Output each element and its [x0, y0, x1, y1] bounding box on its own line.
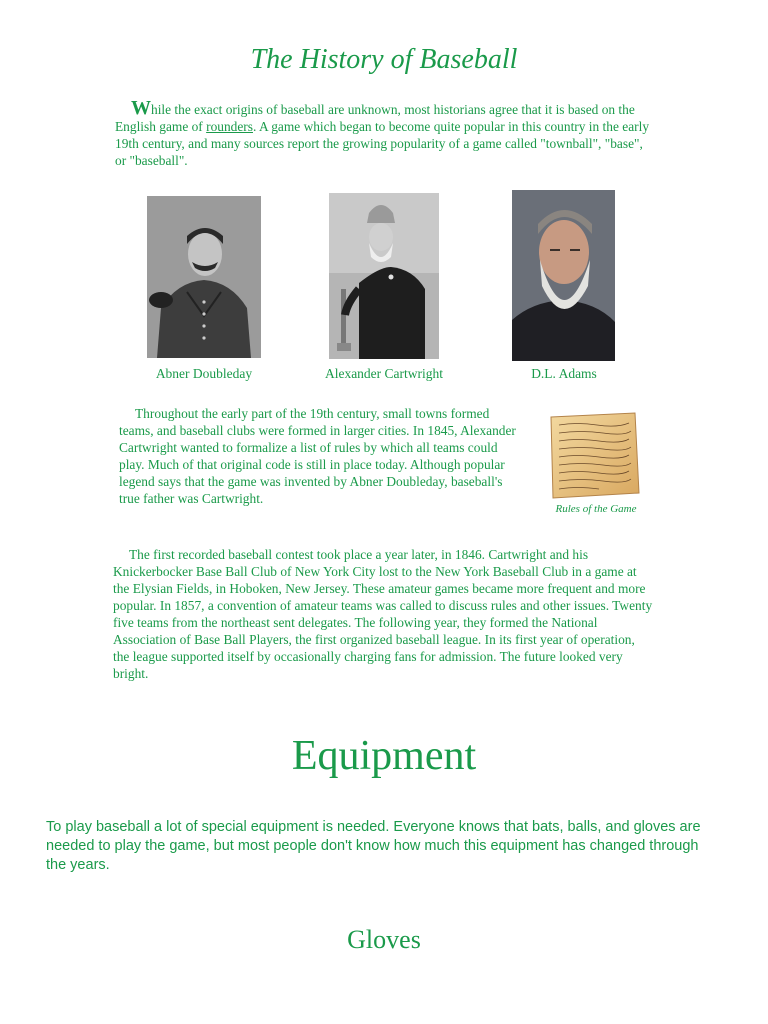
intro-paragraph: [115, 97, 655, 169]
equipment-heading: Equipment: [291, 733, 477, 779]
alexander-cartwright-photo: [329, 193, 439, 359]
paragraph-first-contest-text: The first recorded baseball contest took place a year later, in 1846. Cartwright and his Knickerbocker Base Ball Club of New York City lost to the New York Baseball Club in a game at the Elysian Fields, in Hoboken, New Jersey. These amateur games became more frequent and more popular. In 1857, a convention of amateur teams was called to discuss rules and other issues. Twenty five teams from the northeast sent delegates. The following year, they formed the National Association of Base Ball Players, the first organized baseball league. In its first year of operation, the league supported itself by occasionally charging fans for admission. The future looked very bright.: [113, 547, 653, 681]
portrait-caption-cartwright: Alexander Cartwright: [324, 366, 444, 381]
rounders-link[interactable]: rounders: [206, 119, 253, 134]
equipment-paragraph: To play baseball a lot of special equipment is needed. Everyone knows that bats, balls, and gloves are needed to play the game, but most people don't know how much this equipment has changed through the years.: [46, 819, 701, 873]
drop-cap: W: [131, 97, 151, 119]
portrait-caption-doubleday: Abner Doubleday: [155, 366, 253, 381]
portrait-caption-adams: D.L. Adams: [531, 366, 597, 381]
paragraph-first-contest: [113, 546, 653, 682]
page-title: The History of Baseball: [250, 44, 518, 75]
rules-caption: Rules of the Game: [555, 503, 637, 515]
paragraph-19th-century: [119, 405, 519, 507]
intro-text-after: . A game which began to become quite popular in this country in the early 19th century, and many sources report the growing popularity of a game called "townball", "base", or "baseball".: [115, 119, 650, 168]
dl-adams-photo: [512, 190, 615, 361]
paragraph-19th-century-text: Throughout the early part of the 19th century, small towns formed teams, and baseball clubs were formed in larger cities. In 1845, Alexander Cartwright wanted to formalize a list of rules by which all teams could play. Much of that original code is still in place today. Although popular legend says that the game was invented by Abner Doubleday, baseball's true father was Cartwright.: [119, 406, 516, 506]
intro-text-before: hile the exact origins of baseball are unknown, most historians agree that it is based on the English game of: [115, 102, 635, 134]
rules-document-image: [547, 411, 641, 500]
gloves-heading: Gloves: [347, 925, 421, 954]
abner-doubleday-photo: [147, 196, 261, 358]
